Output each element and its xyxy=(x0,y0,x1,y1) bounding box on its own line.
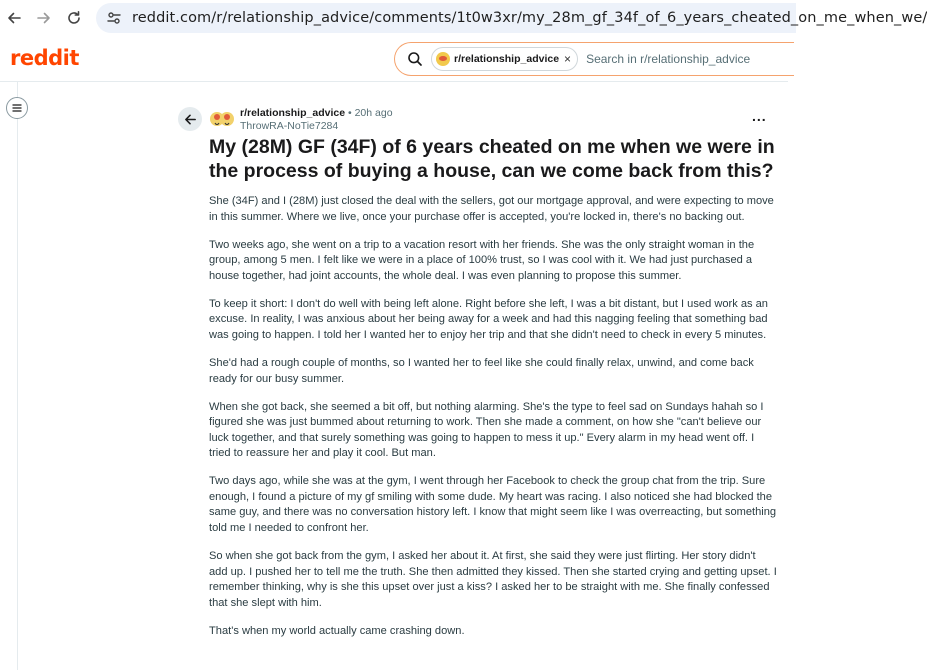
search-input[interactable]: Search in r/relationship_advice xyxy=(586,52,751,66)
subreddit-avatar-icon xyxy=(436,52,450,66)
reload-icon[interactable] xyxy=(62,6,86,30)
subreddit-avatar-icon[interactable] xyxy=(209,106,235,132)
chip-close-icon[interactable]: × xyxy=(564,52,572,66)
left-sidebar-rail xyxy=(0,82,18,670)
menu-toggle-button[interactable] xyxy=(6,97,28,119)
post-paragraph: That's when my world actually came crashing down. xyxy=(209,624,465,637)
search-icon xyxy=(407,51,423,67)
post-timestamp: 20h ago xyxy=(354,107,393,119)
post-meta xyxy=(240,107,393,132)
post-paragraph: She (34F) and I (28M) just closed the deal with the sellers, got our mortgage approval, and were expecting to move in this summer. Where we live, once your purchase offer is accepted, you're locked in, there's no backing out. xyxy=(209,195,774,223)
back-arrow-icon[interactable] xyxy=(2,6,26,30)
subreddit-chip-label: r/relationship_advice xyxy=(454,53,560,65)
post-author[interactable]: ThrowRA-NoTie7284 xyxy=(240,120,339,132)
meta-separator: • xyxy=(347,107,352,119)
post-paragraph: Two weeks ago, she went on a trip to a vacation resort with her friends. She was the only straight woman in the group, among 5 men. I felt like we were in a place of 100% trust, so I was cool with it. We had just purchased a house together, had joint accounts, the whole deal. I was even planning to propose this summer. xyxy=(209,238,755,282)
post-body xyxy=(209,194,777,652)
browser-toolbar xyxy=(0,0,927,36)
post-paragraph: So when she got back from the gym, I asked her about it. At first, she said they were just flirting. Her story didn't add up. I pushed her to tell me the truth. She then admitted they kissed. Then she started crying and getting upset. I remember thinking, why is she this upset over just a kiss? I asked her to be straight with me. She finally confessed that she slept with him. xyxy=(209,550,777,609)
post-paragraph: She'd had a rough couple of months, so I wanted her to feel like she could finally relax, unwind, and come back ready for our busy summer. xyxy=(209,356,754,385)
hamburger-icon xyxy=(11,102,23,114)
post-paragraph: When she got back, she seemed a bit off, but nothing alarming. She's the type to feel sad on Sundays hahah so I figured she was just bummed about returning to work. Then she made a comment, on how she "can't believe our luck together, and that surely something was going to happen to mess it up." Every alarm in my head went off. I tried to reassure her and play it cool. But man. xyxy=(209,400,764,460)
search-bar[interactable] xyxy=(394,42,794,76)
reddit-logo[interactable]: reddit xyxy=(10,46,79,70)
forward-arrow-icon[interactable] xyxy=(32,6,56,30)
post-paragraph: To keep it short: I don't do well with being left alone. Right before she left, I was a bit distant, but I used work as an excuse. In reality, I was anxious about her being away for a week and had this nagging feeling that something bad was going to happen. I told her I wanted her to enjoy her trip and that she didn't need to check in every 5 minutes. xyxy=(209,297,768,341)
site-settings-icon[interactable] xyxy=(106,10,122,26)
address-bar[interactable] xyxy=(96,3,927,33)
url-text: reddit.com/r/relationship_advice/comments/1t0w3xr/my_28m_gf_34f_of_6_years_cheated_on_me_when_we/ xyxy=(132,10,927,26)
more-options-icon[interactable]: ... xyxy=(752,108,767,124)
subreddit-search-chip[interactable] xyxy=(431,47,578,71)
subreddit-link[interactable]: r/relationship_advice xyxy=(240,107,346,119)
reddit-header xyxy=(0,36,788,82)
post-paragraph: Two days ago, while she was at the gym, I went through her Facebook to check the group chat from the trip. Sure enough, I found a picture of my gf smiling with some dude. My heart was racing. I also noticed she had blocked the same guy, and there was no conversation history left. I know that might seem like I was overreacting, but something told me I needed to confront her. xyxy=(209,475,777,535)
post-title: My (28M) GF (34F) of 6 years cheated on me when we were in the process of buying a house, can we come back from this? xyxy=(209,136,775,182)
back-arrow-icon xyxy=(184,113,197,126)
post-back-button[interactable] xyxy=(178,107,202,131)
